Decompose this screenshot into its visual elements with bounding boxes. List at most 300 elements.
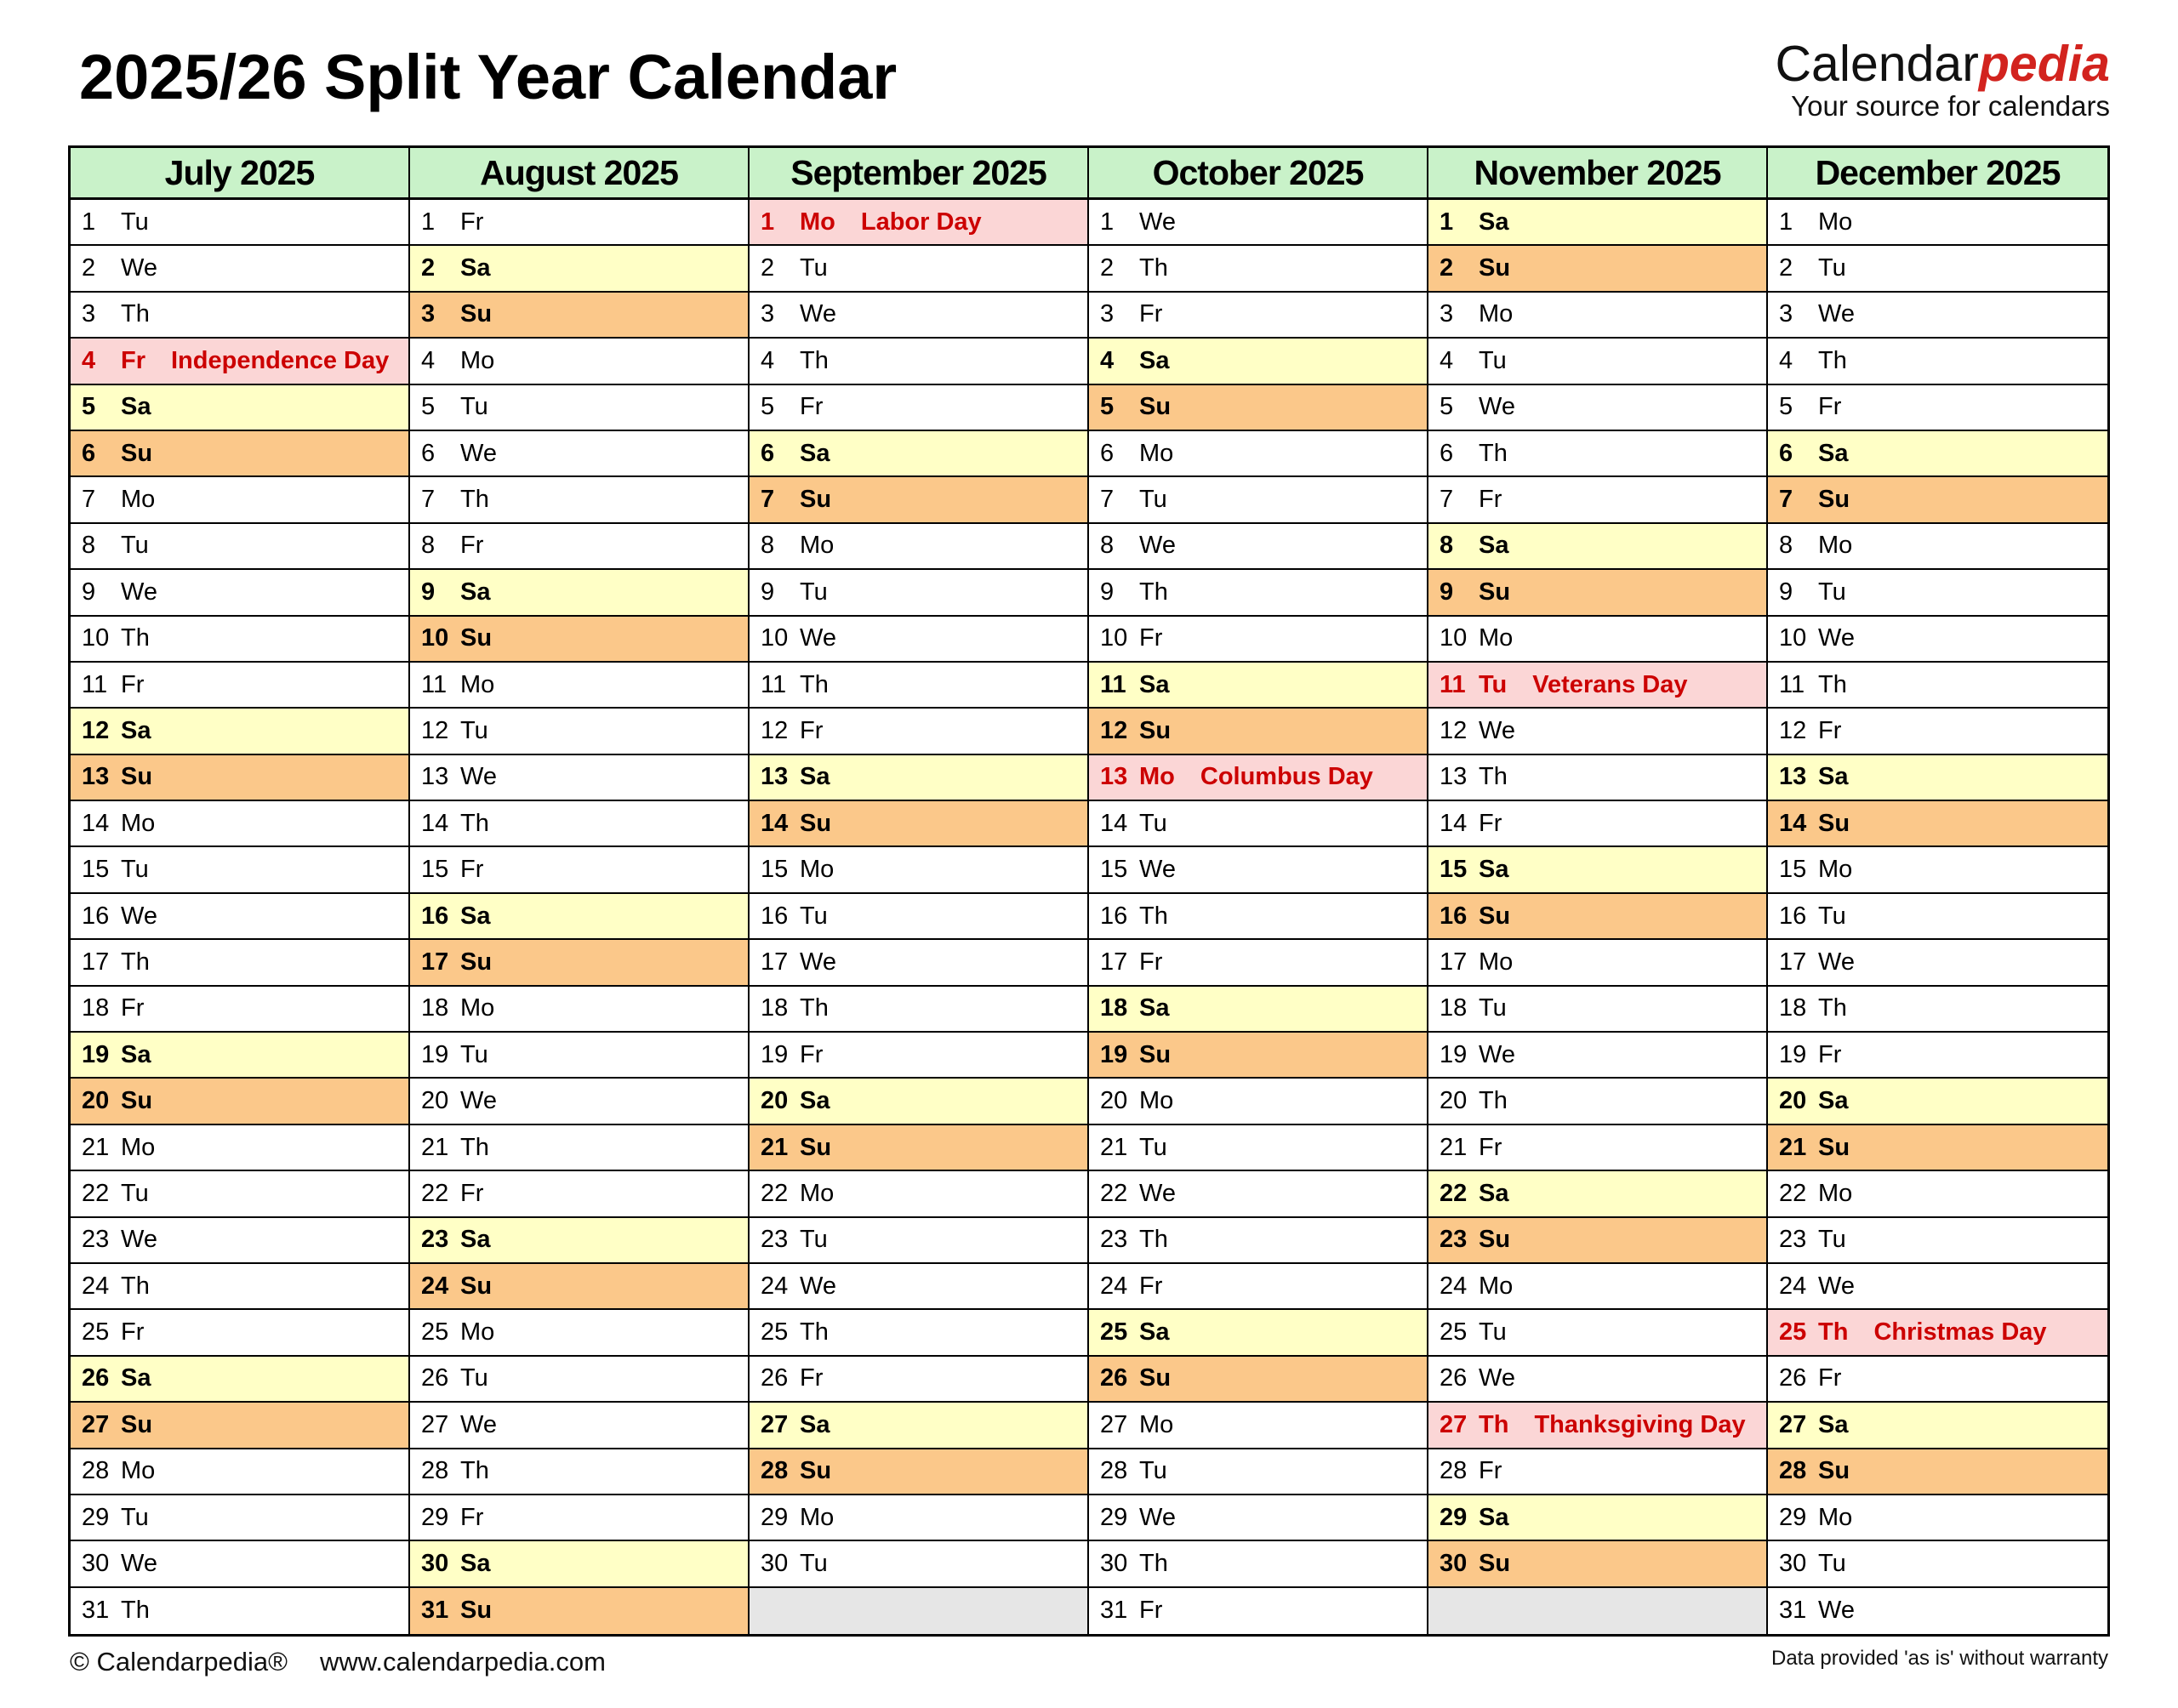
- day-number: 26: [1440, 1364, 1468, 1392]
- day-cell: [1768, 1125, 2107, 1171]
- day-number: 12: [1779, 716, 1807, 744]
- day-cell: [750, 1403, 1087, 1449]
- day-weekday: Sa: [460, 254, 491, 282]
- day-cell: [1089, 1403, 1427, 1449]
- day-number: 23: [1100, 1226, 1128, 1254]
- day-cell: [1428, 755, 1766, 801]
- day-cell: [1089, 1310, 1427, 1356]
- holiday-label: Labor Day: [860, 208, 982, 236]
- day-number: 15: [1100, 856, 1128, 884]
- day-cell: [1428, 1541, 1766, 1587]
- day-number: 21: [82, 1133, 110, 1161]
- day-cell: [71, 987, 408, 1033]
- day-cell: [1428, 1357, 1766, 1403]
- day-cell: [410, 1449, 748, 1495]
- day-number: 2: [82, 254, 96, 282]
- website-link[interactable]: www.calendarpedia.com: [319, 1647, 606, 1677]
- day-number: 1: [761, 208, 775, 236]
- day-cell: [750, 1449, 1087, 1495]
- day-number: 26: [421, 1364, 449, 1392]
- day-number: 19: [1440, 1040, 1468, 1068]
- day-number: 12: [761, 716, 789, 744]
- day-cell: [410, 987, 748, 1033]
- day-number: 29: [1100, 1503, 1128, 1531]
- day-weekday: Tu: [800, 902, 828, 930]
- day-weekday: Su: [121, 763, 153, 791]
- day-weekday: Fr: [1479, 1133, 1502, 1161]
- day-weekday: Mo: [121, 486, 156, 514]
- day-number: 14: [1779, 809, 1807, 837]
- day-weekday: Mo: [460, 346, 495, 374]
- day-weekday: Fr: [1479, 1457, 1502, 1485]
- day-number: 12: [1100, 716, 1128, 744]
- holiday-day-cell: [71, 339, 408, 384]
- day-cell: [750, 1033, 1087, 1079]
- month-header: December 2025: [1768, 148, 2107, 200]
- day-weekday: We: [121, 1550, 157, 1578]
- day-weekday: Tu: [1818, 1550, 1846, 1578]
- day-cell: [1089, 1079, 1427, 1124]
- day-weekday: Tu: [121, 532, 149, 560]
- calendarpedia-logo: [1775, 36, 2110, 122]
- day-number: 26: [1100, 1364, 1128, 1392]
- day-weekday: Th: [121, 300, 150, 328]
- day-weekday: Th: [800, 1318, 829, 1346]
- day-number: 30: [82, 1550, 110, 1578]
- day-cell: [1428, 1310, 1766, 1356]
- day-number: 30: [1440, 1550, 1468, 1578]
- day-weekday: Mo: [121, 809, 156, 837]
- day-weekday: Mo: [1139, 439, 1174, 467]
- day-weekday: Th: [1479, 1087, 1508, 1115]
- day-weekday: Mo: [800, 532, 835, 560]
- day-weekday: Fr: [1139, 624, 1163, 652]
- day-number: 19: [82, 1040, 110, 1068]
- day-weekday: Tu: [460, 393, 488, 421]
- day-cell: [1089, 1495, 1427, 1541]
- day-weekday: Sa: [121, 393, 151, 421]
- day-cell: [410, 1125, 748, 1171]
- day-number: 11: [1440, 670, 1466, 698]
- day-number: 24: [1440, 1272, 1468, 1300]
- day-number: 22: [82, 1179, 110, 1207]
- day-number: 17: [1779, 948, 1807, 976]
- day-number: 20: [1779, 1087, 1807, 1115]
- day-number: 13: [761, 763, 789, 791]
- day-cell: [71, 940, 408, 986]
- day-cell: [1428, 847, 1766, 893]
- day-weekday: Sa: [1139, 994, 1170, 1022]
- day-cell: [1089, 801, 1427, 847]
- day-weekday: Tu: [1139, 486, 1167, 514]
- day-cell: [1089, 1264, 1427, 1310]
- day-weekday: We: [121, 254, 157, 282]
- day-weekday: Mo: [460, 994, 495, 1022]
- day-number: 15: [82, 856, 110, 884]
- day-cell: [750, 385, 1087, 431]
- day-cell: [1089, 385, 1427, 431]
- day-cell: [1089, 1357, 1427, 1403]
- day-number: 15: [1440, 856, 1468, 884]
- day-cell: [410, 1079, 748, 1124]
- day-number: 14: [421, 809, 449, 837]
- day-number: 19: [1779, 1040, 1807, 1068]
- holiday-day-cell: [1089, 755, 1427, 801]
- day-cell: [71, 293, 408, 339]
- day-weekday: Tu: [1818, 902, 1846, 930]
- day-number: 28: [1100, 1457, 1128, 1485]
- day-weekday: Tu: [800, 1226, 828, 1254]
- day-number: 26: [761, 1364, 789, 1392]
- month-column-august: [410, 148, 750, 1634]
- day-number: 23: [82, 1226, 110, 1254]
- day-cell: [71, 1495, 408, 1541]
- day-weekday: Th: [121, 1597, 150, 1625]
- day-number: 22: [1779, 1179, 1807, 1207]
- day-number: 21: [761, 1133, 789, 1161]
- day-cell: [1089, 293, 1427, 339]
- holiday-label: Christmas Day: [1873, 1318, 2047, 1346]
- holiday-label: Independence Day: [171, 346, 390, 374]
- day-cell: [1428, 1033, 1766, 1079]
- day-cell: [71, 1403, 408, 1449]
- day-weekday: Su: [460, 624, 493, 652]
- day-cell: [1089, 477, 1427, 523]
- day-number: 7: [1779, 486, 1793, 514]
- day-cell: [71, 617, 408, 663]
- day-number: 25: [1440, 1318, 1468, 1346]
- day-cell: [750, 570, 1087, 616]
- day-weekday: Th: [1479, 439, 1508, 467]
- day-weekday: Tu: [1479, 994, 1507, 1022]
- day-number: 9: [1100, 578, 1115, 606]
- day-cell: [410, 200, 748, 246]
- day-weekday: Su: [1479, 1226, 1511, 1254]
- month-column-november: [1428, 148, 1768, 1634]
- day-cell: [1089, 1449, 1427, 1495]
- logo-tagline: Your source for calendars: [1791, 90, 2110, 122]
- day-cell: [750, 1357, 1087, 1403]
- day-cell: [1768, 755, 2107, 801]
- month-header: September 2025: [750, 148, 1087, 200]
- month-header: November 2025: [1428, 148, 1766, 200]
- month-header: August 2025: [410, 148, 748, 200]
- day-cell: [410, 1588, 748, 1634]
- day-number: 14: [1440, 809, 1468, 837]
- holiday-day-cell: [1428, 1403, 1766, 1449]
- day-weekday: Fr: [1818, 1364, 1842, 1392]
- day-cell: [750, 940, 1087, 986]
- day-cell: [1089, 570, 1427, 616]
- day-cell: [71, 1357, 408, 1403]
- day-cell: [1089, 339, 1427, 384]
- day-weekday: Su: [1139, 716, 1172, 744]
- day-cell: [1768, 847, 2107, 893]
- day-weekday: Th: [1818, 346, 1847, 374]
- day-weekday: Mo: [1818, 1503, 1853, 1531]
- day-weekday: Tu: [121, 856, 149, 884]
- day-number: 29: [761, 1503, 789, 1531]
- day-weekday: Su: [1818, 1133, 1850, 1161]
- day-cell: [1089, 940, 1427, 986]
- day-weekday: Tu: [1818, 254, 1846, 282]
- day-number: 14: [761, 809, 789, 837]
- day-number: 6: [421, 439, 436, 467]
- day-cell: [1768, 1588, 2107, 1634]
- day-weekday: Sa: [1479, 208, 1509, 236]
- day-number: 8: [761, 532, 775, 560]
- day-cell: [1768, 1171, 2107, 1217]
- day-weekday: We: [800, 624, 836, 652]
- day-cell: [1768, 1541, 2107, 1587]
- day-number: 19: [761, 1040, 789, 1068]
- day-number: 5: [1440, 393, 1454, 421]
- day-cell: [410, 1541, 748, 1587]
- day-weekday: Sa: [121, 716, 151, 744]
- day-number: 3: [421, 300, 436, 328]
- day-cell: [71, 477, 408, 523]
- day-cell: [71, 1449, 408, 1495]
- day-weekday: Fr: [121, 346, 145, 374]
- day-cell: [750, 1171, 1087, 1217]
- day-weekday: Fr: [460, 1179, 484, 1207]
- day-weekday: Sa: [800, 1410, 830, 1438]
- day-weekday: We: [1139, 1179, 1176, 1207]
- day-cell: [750, 1541, 1087, 1587]
- day-weekday: Fr: [121, 670, 145, 698]
- day-number: 12: [421, 716, 449, 744]
- day-number: 12: [82, 716, 110, 744]
- day-weekday: Sa: [1818, 1087, 1849, 1115]
- day-number: 7: [1440, 486, 1454, 514]
- day-weekday: Su: [1139, 1364, 1172, 1392]
- day-weekday: Mo: [121, 1457, 156, 1485]
- day-weekday: Su: [800, 486, 832, 514]
- page-title: 2025/26 Split Year Calendar: [79, 42, 898, 112]
- day-cell: [71, 524, 408, 570]
- day-weekday: Tu: [121, 208, 149, 236]
- day-number: 29: [421, 1503, 449, 1531]
- day-number: 12: [1440, 716, 1468, 744]
- day-weekday: Sa: [1139, 1318, 1170, 1346]
- day-cell: [1089, 524, 1427, 570]
- day-cell: [1768, 524, 2107, 570]
- day-number: 1: [82, 208, 96, 236]
- day-cell: [1768, 1033, 2107, 1079]
- day-weekday: Th: [1479, 1410, 1509, 1438]
- day-number: 31: [82, 1597, 110, 1625]
- day-cell: [410, 1403, 748, 1449]
- day-cell: [71, 1033, 408, 1079]
- day-cell: [750, 1495, 1087, 1541]
- day-cell: [1428, 570, 1766, 616]
- day-number: 9: [1779, 578, 1793, 606]
- day-number: 13: [1779, 763, 1807, 791]
- day-weekday: Mo: [1479, 300, 1514, 328]
- day-cell: [750, 1218, 1087, 1264]
- day-cell: [1428, 1264, 1766, 1310]
- day-number: 20: [421, 1087, 449, 1115]
- day-cell: [1089, 1125, 1427, 1171]
- day-number: 22: [1440, 1179, 1468, 1207]
- day-number: 21: [1440, 1133, 1468, 1161]
- day-weekday: We: [1818, 1272, 1855, 1300]
- day-number: 13: [82, 763, 110, 791]
- day-weekday: We: [121, 902, 157, 930]
- day-number: 6: [1100, 439, 1115, 467]
- day-number: 19: [1100, 1040, 1128, 1068]
- day-number: 7: [761, 486, 775, 514]
- day-cell: [1428, 617, 1766, 663]
- day-number: 17: [421, 948, 449, 976]
- day-weekday: Mo: [1479, 1272, 1514, 1300]
- day-weekday: Mo: [800, 1179, 835, 1207]
- day-weekday: Su: [460, 1272, 493, 1300]
- day-number: 5: [1779, 393, 1793, 421]
- day-number: 31: [1779, 1597, 1807, 1625]
- day-number: 1: [1100, 208, 1115, 236]
- day-weekday: Fr: [460, 532, 484, 560]
- day-cell: [750, 709, 1087, 754]
- day-number: 2: [1440, 254, 1454, 282]
- day-number: 16: [1440, 902, 1468, 930]
- day-weekday: Su: [460, 1597, 493, 1625]
- day-weekday: Fr: [460, 208, 484, 236]
- day-cell: [71, 709, 408, 754]
- day-number: 5: [421, 393, 436, 421]
- day-number: 13: [1440, 763, 1468, 791]
- day-weekday: Sa: [800, 1087, 830, 1115]
- day-weekday: Mo: [800, 208, 835, 236]
- day-cell: [1768, 801, 2107, 847]
- day-weekday: Su: [1479, 254, 1511, 282]
- day-number: 11: [1779, 670, 1805, 698]
- day-weekday: Th: [800, 670, 829, 698]
- day-weekday: Th: [121, 1272, 150, 1300]
- day-weekday: Sa: [1818, 439, 1849, 467]
- day-number: 11: [421, 670, 448, 698]
- holiday-label: Columbus Day: [1200, 763, 1373, 791]
- day-number: 30: [761, 1550, 789, 1578]
- day-cell: [410, 755, 748, 801]
- day-number: 29: [1440, 1503, 1468, 1531]
- day-number: 7: [421, 486, 436, 514]
- day-weekday: Sa: [1818, 1410, 1849, 1438]
- day-cell: [750, 1310, 1087, 1356]
- day-cell: [410, 1171, 748, 1217]
- day-weekday: Tu: [121, 1179, 149, 1207]
- day-cell: [1428, 293, 1766, 339]
- day-weekday: We: [1139, 532, 1176, 560]
- day-cell: [1768, 1357, 2107, 1403]
- day-cell: [71, 801, 408, 847]
- day-cell: [71, 1079, 408, 1124]
- day-cell: [410, 477, 748, 523]
- day-weekday: Mo: [1818, 208, 1853, 236]
- day-number: 16: [1779, 902, 1807, 930]
- day-number: 20: [761, 1087, 789, 1115]
- day-cell: [1089, 1541, 1427, 1587]
- day-number: 31: [1100, 1597, 1128, 1625]
- day-number: 2: [1100, 254, 1115, 282]
- month-column-july: [71, 148, 410, 1634]
- day-weekday: Su: [1818, 809, 1850, 837]
- day-weekday: Fr: [800, 1040, 824, 1068]
- day-cell: [410, 1264, 748, 1310]
- day-cell: [1768, 987, 2107, 1033]
- day-cell: [1768, 246, 2107, 292]
- day-number: 28: [82, 1457, 110, 1485]
- day-number: 3: [1100, 300, 1115, 328]
- day-cell: [71, 1310, 408, 1356]
- day-number: 24: [421, 1272, 449, 1300]
- day-cell: [1089, 431, 1427, 477]
- day-number: 15: [761, 856, 789, 884]
- day-number: 28: [1440, 1457, 1468, 1485]
- day-number: 23: [1440, 1226, 1468, 1254]
- day-number: 25: [761, 1318, 789, 1346]
- day-weekday: Th: [460, 486, 489, 514]
- day-number: 25: [82, 1318, 110, 1346]
- day-weekday: Su: [121, 1087, 153, 1115]
- day-weekday: Sa: [800, 763, 830, 791]
- day-cell: [71, 431, 408, 477]
- day-weekday: Sa: [1479, 1503, 1509, 1531]
- day-weekday: Sa: [460, 578, 491, 606]
- day-number: 6: [1779, 439, 1793, 467]
- day-weekday: We: [460, 439, 497, 467]
- day-number: 28: [421, 1457, 449, 1485]
- day-weekday: Fr: [121, 1318, 145, 1346]
- day-cell: [1768, 663, 2107, 709]
- day-cell: [750, 894, 1087, 940]
- day-cell: [410, 801, 748, 847]
- day-cell: [1089, 987, 1427, 1033]
- day-cell: [750, 293, 1087, 339]
- day-number: 15: [421, 856, 449, 884]
- day-cell: [1089, 847, 1427, 893]
- day-number: 9: [761, 578, 775, 606]
- day-cell: [410, 1033, 748, 1079]
- day-cell: [1089, 709, 1427, 754]
- day-weekday: We: [1479, 1040, 1515, 1068]
- day-cell: [1768, 894, 2107, 940]
- day-weekday: We: [1479, 1364, 1515, 1392]
- day-weekday: Fr: [1818, 1040, 1842, 1068]
- day-cell: [410, 246, 748, 292]
- day-number: 1: [1779, 208, 1793, 236]
- day-weekday: We: [460, 1410, 497, 1438]
- day-cell: [750, 755, 1087, 801]
- day-number: 8: [1779, 532, 1793, 560]
- month-column-december: [1768, 148, 2107, 1634]
- day-weekday: Su: [1139, 1040, 1172, 1068]
- day-cell: [1089, 200, 1427, 246]
- day-weekday: Tu: [1139, 809, 1167, 837]
- day-cell: [71, 1125, 408, 1171]
- day-weekday: Th: [121, 624, 150, 652]
- day-number: 2: [1779, 254, 1793, 282]
- day-weekday: Fr: [1139, 1597, 1163, 1625]
- day-number: 29: [1779, 1503, 1807, 1531]
- day-weekday: Mo: [800, 1503, 835, 1531]
- day-number: 13: [421, 763, 449, 791]
- day-cell: [71, 570, 408, 616]
- day-weekday: Sa: [800, 439, 830, 467]
- day-weekday: Su: [1139, 393, 1172, 421]
- day-cell: [410, 524, 748, 570]
- day-number: 14: [1100, 809, 1128, 837]
